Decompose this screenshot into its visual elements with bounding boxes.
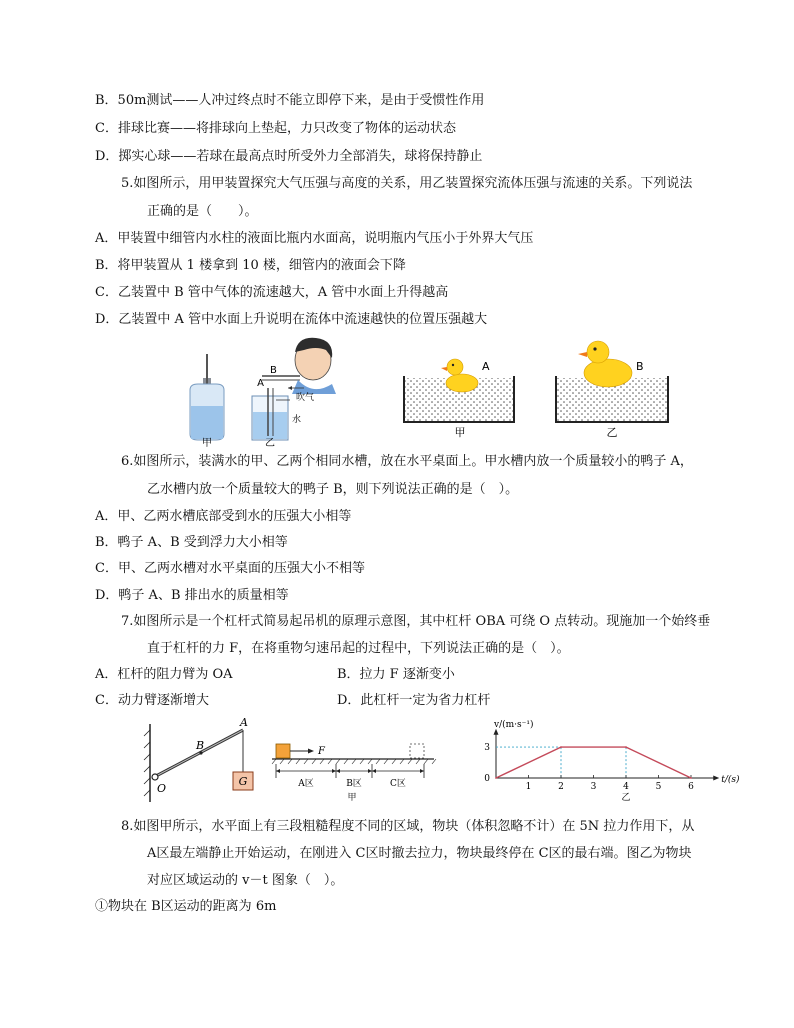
fig8-label-f: F <box>318 746 325 757</box>
fig8-caption-jia: 甲 <box>347 793 357 803</box>
q7-option-c: C．动力臂逐渐增大 <box>95 693 209 708</box>
barometer-bottle <box>190 354 224 440</box>
vt-point-0 <box>495 777 497 779</box>
fig7-label-g: G <box>238 775 248 788</box>
x-tick-label-2: 2 <box>558 782 564 792</box>
block <box>276 744 290 758</box>
x-tick-label-6: 6 <box>688 782 694 792</box>
q4-option-c: C．排球比赛——将排球向上垫起，力只改变了物体的运动状态 <box>95 121 456 136</box>
q5-option-b: B．将甲装置从 1 楼拿到 10 楼，细管内的液面会下降 <box>95 258 406 273</box>
q7-option-d: D．此杠杆一定为省力杠杆 <box>337 693 491 708</box>
person-blowing-illustration <box>288 338 336 394</box>
q8-zones-figure <box>268 740 440 802</box>
q4-option-b: B．50m测试——人冲过终点时不能立即停下来，是由于受惯性作用 <box>95 93 485 108</box>
q6-option-d: D．鸭子 A、B 排出水的质量相等 <box>95 588 289 603</box>
q7-stem-line2: 直于杠杆的力 F，在将重物匀速吊起的过程中，下列说法正确的是（ ）。 <box>147 641 570 656</box>
fig5-label-shui: 水 <box>292 415 302 425</box>
fig6-label-jia: 甲 <box>454 426 466 439</box>
vt-chart <box>470 718 740 803</box>
vt-point-3 <box>690 777 692 779</box>
fig6-label-b: B <box>636 360 644 373</box>
y-tick-label-3: 3 <box>484 743 490 754</box>
x-tick-label-3: 3 <box>590 782 597 792</box>
q7-stem-line1: 7.如图所示是一个杠杆式简易起吊机的原理示意图，其中杠杆 OBA 可绕 O 点转动。现施加一个始终垂 <box>121 614 711 629</box>
x-tick-label-5: 5 <box>655 782 662 792</box>
q6-trough-figure <box>400 340 690 440</box>
fig6-label-a: A <box>482 360 490 373</box>
fig6-label-yi: 乙 <box>606 426 618 439</box>
q7-option-a: A．杠杆的阻力臂为 OA <box>95 667 233 682</box>
q7-lever-figure <box>142 716 258 806</box>
q8-stem-line2: A区最左端静止开始运动，在刚进入 C区时撤去拉力，物块最终停在 C区的最右端。图乙为物块 <box>147 846 692 861</box>
q6-stem-line2: 乙水槽内放一个质量较大的鸭子 B，则下列说法正确的是（ ）。 <box>147 482 519 497</box>
q5-apparatus-figure <box>180 336 340 448</box>
q6-stem-line1: 6.如图所示，装满水的甲、乙两个相同水槽，放在水平桌面上。甲水槽内放一个质量较小的鸭子 A， <box>121 454 693 469</box>
q7-option-b: B．拉力 F 逐渐变小 <box>337 667 455 682</box>
fig7-label-o: O <box>157 782 167 795</box>
q5-option-a: A．甲装置中细管内水柱的液面比瓶内水面高，说明瓶内气压小于外界大气压 <box>95 231 534 246</box>
q5-stem-line2: 正确的是（ ）。 <box>147 204 258 219</box>
q5-stem-line1: 5.如图所示，用甲装置探究大气压强与高度的关系，用乙装置探究流体压强与流速的关系。下列说法 <box>121 176 693 191</box>
x-tick-label-4: 4 <box>623 782 629 792</box>
block-final-position <box>410 744 424 758</box>
q5-option-d: D．乙装置中 A 管中水面上升说明在流体中流速越快的位置压强越大 <box>95 312 488 327</box>
y-tick-label-0: 0 <box>484 774 490 784</box>
zone-a-label: A区 <box>298 779 314 789</box>
q6-option-b: B．鸭子 A、B 受到浮力大小相等 <box>95 535 288 550</box>
zone-b-label: B区 <box>346 779 362 789</box>
q6-option-c: C．甲、乙两水槽对水平桌面的压强大小不相等 <box>95 561 365 576</box>
pivot-o <box>152 774 158 780</box>
x-axis-label: t/(s) <box>721 775 740 785</box>
fig5-label-yi: 乙 <box>265 438 275 449</box>
chart-caption-yi: 乙 <box>621 793 631 803</box>
q6-option-a: A．甲、乙两水槽底部受到水的压强大小相等 <box>95 509 352 524</box>
zone-c-label: C区 <box>390 779 406 789</box>
q8-stem-line3: 对应区域运动的 v－t 图象（ ）。 <box>147 873 344 888</box>
q5-option-c: C．乙装置中 B 管中气体的流速越大，A 管中水面上升得越高 <box>95 285 449 300</box>
fig7-label-a: A <box>240 716 248 729</box>
fig5-label-b: B <box>270 365 277 376</box>
vt-point-2 <box>625 746 627 748</box>
vt-point-1 <box>560 746 562 748</box>
x-tick-label-1: 1 <box>525 782 532 792</box>
y-axis-label: v/(m·s⁻¹) <box>494 719 534 730</box>
q4-option-d: D．掷实心球——若球在最高点时所受外力全部消失，球将保持静止 <box>95 149 483 164</box>
fig5-label-chuiqi: 吹气 <box>296 393 315 403</box>
vt-series-line <box>496 747 691 778</box>
fig5-label-jia: 甲 <box>202 438 212 449</box>
x-axis-arrow <box>713 776 719 781</box>
wall-hatch <box>144 724 150 802</box>
q8-statement-1: ①物块在 B区运动的距离为 6m <box>95 899 277 914</box>
q8-stem-line1: 8.如图甲所示，水平面上有三段粗糙程度不同的区域，物块（体积忽略不计）在 5N 拉力作用下，从 <box>121 819 695 834</box>
fig7-label-b: B <box>196 739 205 752</box>
fig5-label-a: A <box>257 378 264 389</box>
